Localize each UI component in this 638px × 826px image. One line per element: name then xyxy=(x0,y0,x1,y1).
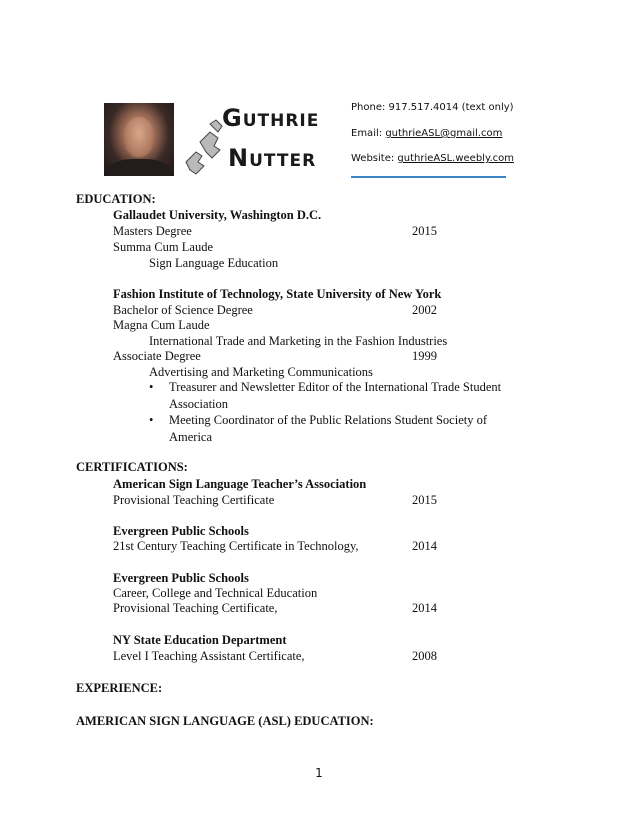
fit-associate-field: Advertising and Marketing Communications xyxy=(149,365,373,379)
profile-photo xyxy=(104,103,174,176)
experience-subheading: AMERICAN SIGN LANGUAGE (ASL) EDUCATION: xyxy=(76,714,374,728)
cert-title: 21st Century Teaching Certificate in Technology, xyxy=(113,539,359,553)
gallaudet-school: Gallaudet University, Washington D.C. xyxy=(113,208,322,222)
fit-honor: Magna Cum Laude xyxy=(113,318,210,332)
email-label: Email: xyxy=(351,128,383,139)
profile-photo-face xyxy=(124,117,154,157)
cert-org: NY State Education Department xyxy=(113,633,287,647)
cert-org: Evergreen Public Schools xyxy=(113,524,249,538)
gallaudet-year: 2015 xyxy=(412,224,437,238)
profile-photo-shoulders xyxy=(108,159,170,176)
name-last: Nutter xyxy=(228,144,317,172)
cert-title: Provisional Teaching Certificate xyxy=(113,493,275,507)
gallaudet-field: Sign Language Education xyxy=(149,256,279,270)
cert-year: 2008 xyxy=(412,649,437,663)
gallaudet-degree: Masters Degree xyxy=(113,224,192,238)
phone-text: Phone: 917.517.4014 (text only) xyxy=(351,102,514,113)
fit-school: Fashion Institute of Technology, State University of New York xyxy=(113,287,442,301)
website-line xyxy=(351,153,514,164)
cert-title-line1: Career, College and Technical Education xyxy=(113,586,318,600)
email-line xyxy=(351,128,502,139)
fit-bullet2-line1: Meeting Coordinator of the Public Relations Student Society of xyxy=(169,413,488,427)
certifications-heading: CERTIFICATIONS: xyxy=(76,460,188,474)
bullet-marker: • xyxy=(149,413,154,427)
gallaudet-honor: Summa Cum Laude xyxy=(113,240,213,254)
website-label: Website: xyxy=(351,153,395,164)
website-link[interactable]: guthrieASL.weebly.com xyxy=(397,153,514,164)
cert-title: Provisional Teaching Certificate, xyxy=(113,601,278,615)
cert-org: Evergreen Public Schools xyxy=(113,571,249,585)
cert-year: 2015 xyxy=(412,493,437,507)
fit-year: 2002 xyxy=(412,303,437,317)
cert-org: American Sign Language Teacher’s Association xyxy=(113,477,367,491)
name-first: Guthrie xyxy=(222,104,320,132)
experience-heading: EXPERIENCE: xyxy=(76,681,163,695)
cert-year: 2014 xyxy=(412,601,437,615)
fit-bullet1-line2: Association xyxy=(169,397,229,411)
fit-associate-degree: Associate Degree xyxy=(113,349,201,363)
fit-bullet1-line1: Treasurer and Newsletter Editor of the International Trade Student xyxy=(169,380,502,394)
fit-field: International Trade and Marketing in the Fashion Industries xyxy=(149,334,448,348)
cert-title: Level I Teaching Assistant Certificate, xyxy=(113,649,305,663)
bullet-marker: • xyxy=(149,380,154,394)
cert-year: 2014 xyxy=(412,539,437,553)
fit-associate-year: 1999 xyxy=(412,349,437,363)
fit-degree: Bachelor of Science Degree xyxy=(113,303,253,317)
email-link[interactable]: guthrieASL@gmail.com xyxy=(385,128,503,139)
page-number: 1 xyxy=(315,766,323,780)
fit-bullet2-line2: America xyxy=(169,430,213,444)
header-rule xyxy=(351,176,506,178)
education-heading: EDUCATION: xyxy=(76,192,156,206)
